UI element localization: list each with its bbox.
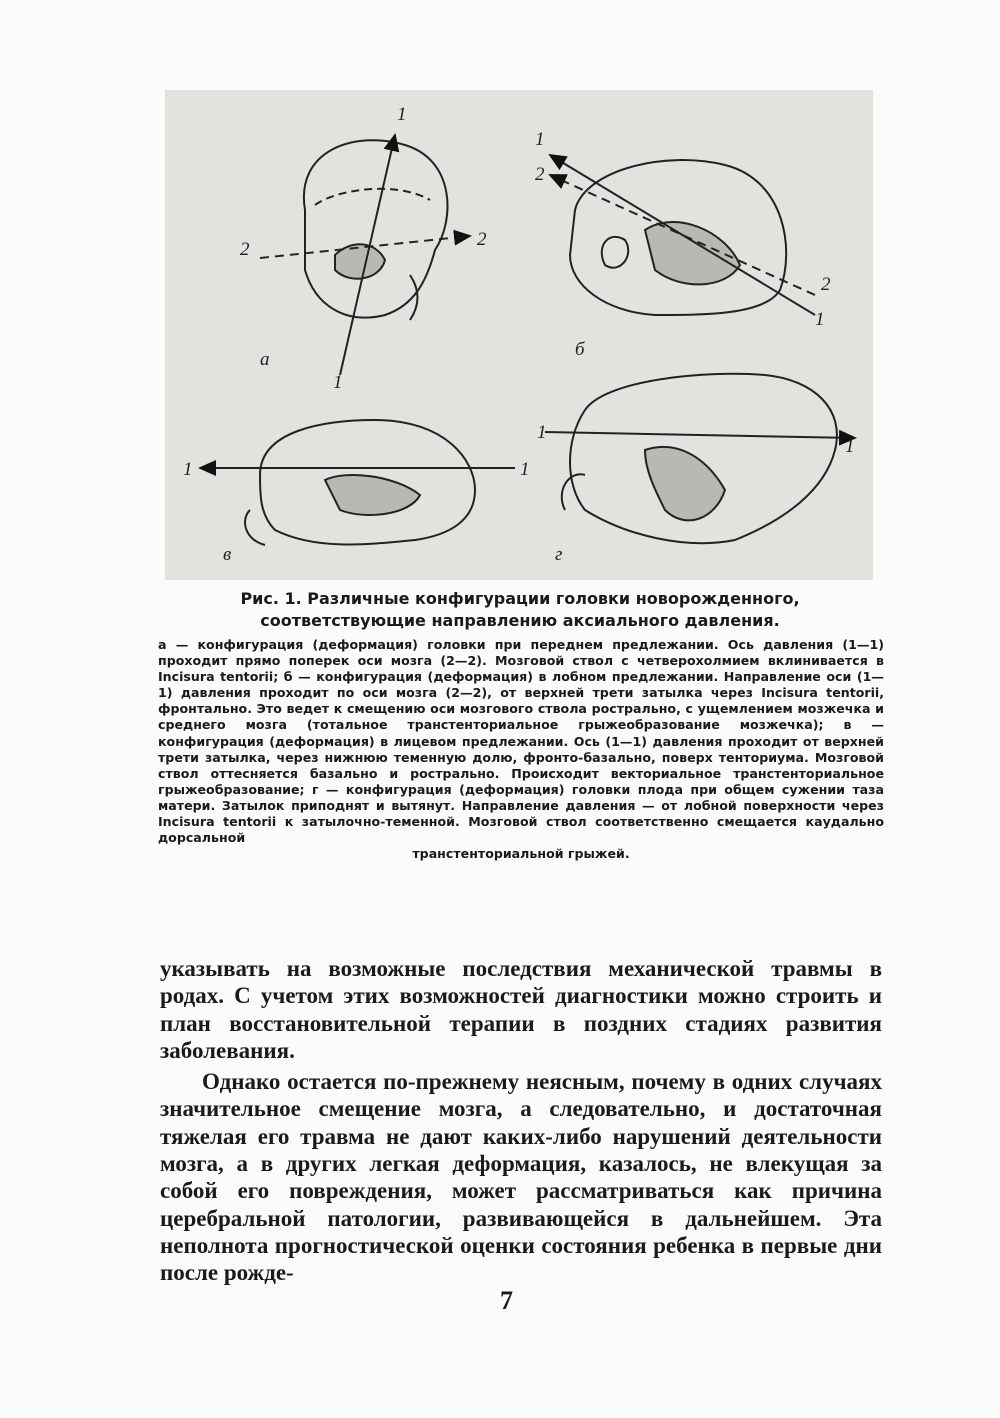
panel-b-drawing xyxy=(550,155,815,315)
panel-c-drawing xyxy=(200,420,515,545)
axis-label: 2 xyxy=(821,274,831,295)
axis-label: 2 xyxy=(240,239,250,260)
figure-illustration xyxy=(165,90,873,580)
axis-label: 1 xyxy=(815,309,825,330)
caption-last-line: транстенториальной грыжей. xyxy=(412,846,630,862)
panel-d-drawing xyxy=(545,374,855,543)
caption-text: а — конфигурация (деформация) головки при переднем предлежании. Ось давления (1—1) проходит прямо поперек оси мозга (2—2). Мозговой ствол с четверохолмием вклинивается в Incisura tentorii; б — конфигурация (деформация) в лобном предлежании. Направление оси (1—1) давления проходит по оси мозга (2—2), от верхней трети затылка через Incisura tentorii, фронтально. Это ведет к смещению оси мозгового ствола рострально, с ущемлением мозжечка и среднего мозга (тотальное транстенториальное грыжеобразование мозжечка); в — конфигурация (деформация) в лицевом предлежании. Ось (1—1) давления проходит от верхней трети затылка, через нижнюю теменную долю, фронто-базально, поверх тенториума. Мозговой ствол оттесняется базально и рострально. Происходит векториальное транстенториальное грыжеобразование; г — конфигурация (деформация) головки плода при общем сужении таза матери. Затылок приподнят и вытянут. Направление давления — от лобной поверхности через Incisura tentorii к затылочно-теменной. Мозговой ствол соответственно смещается каудально дорсальной xyxy=(158,637,884,846)
axis-label: 1 xyxy=(845,436,855,457)
axis-label: 2 xyxy=(477,229,487,250)
axis-label: 1 xyxy=(535,129,545,150)
figure-caption-title: Рис. 1. Различные конфигурации головки новорожденного, соответствующие направлению аксиального давления. xyxy=(240,589,800,630)
axis-label: 1 xyxy=(333,372,343,393)
panel-label-b: б xyxy=(575,339,585,360)
paragraph: Однако остается по-прежнему неясным, почему в одних случаях значительное смещение мозга, а следовательно, и достаточная тяжелая его травма не дают каких-либо нарушений деятельности мозга, а в других легкая деформация, казалось, не влекущая за собой его повреждения, может рассматриваться как причина церебральной патологии, развивающейся в дальнейшем. Эта неполнота прогностической оценки состояния ребенка в первые дни после рожде- xyxy=(160,1069,882,1286)
paragraph: указывать на возможные последствия механической травмы в родах. С учетом этих возможностей диагностики можно строить и план восстановительной терапии в поздних стадиях развития заболевания. xyxy=(160,956,882,1063)
panel-label-a: а xyxy=(260,349,270,370)
axis-label: 1 xyxy=(397,104,407,125)
main-text xyxy=(160,955,882,1287)
panel-label-d: г xyxy=(555,544,563,565)
axis-label: 1 xyxy=(183,459,193,480)
axis-label: 1 xyxy=(537,422,547,443)
panel-label-c: в xyxy=(223,544,232,565)
figure-caption-body xyxy=(158,637,884,862)
page-number: 7 xyxy=(500,1286,513,1315)
axis-label: 2 xyxy=(535,164,545,185)
axis-label: 1 xyxy=(520,459,530,480)
panel-a-drawing xyxy=(260,135,470,375)
